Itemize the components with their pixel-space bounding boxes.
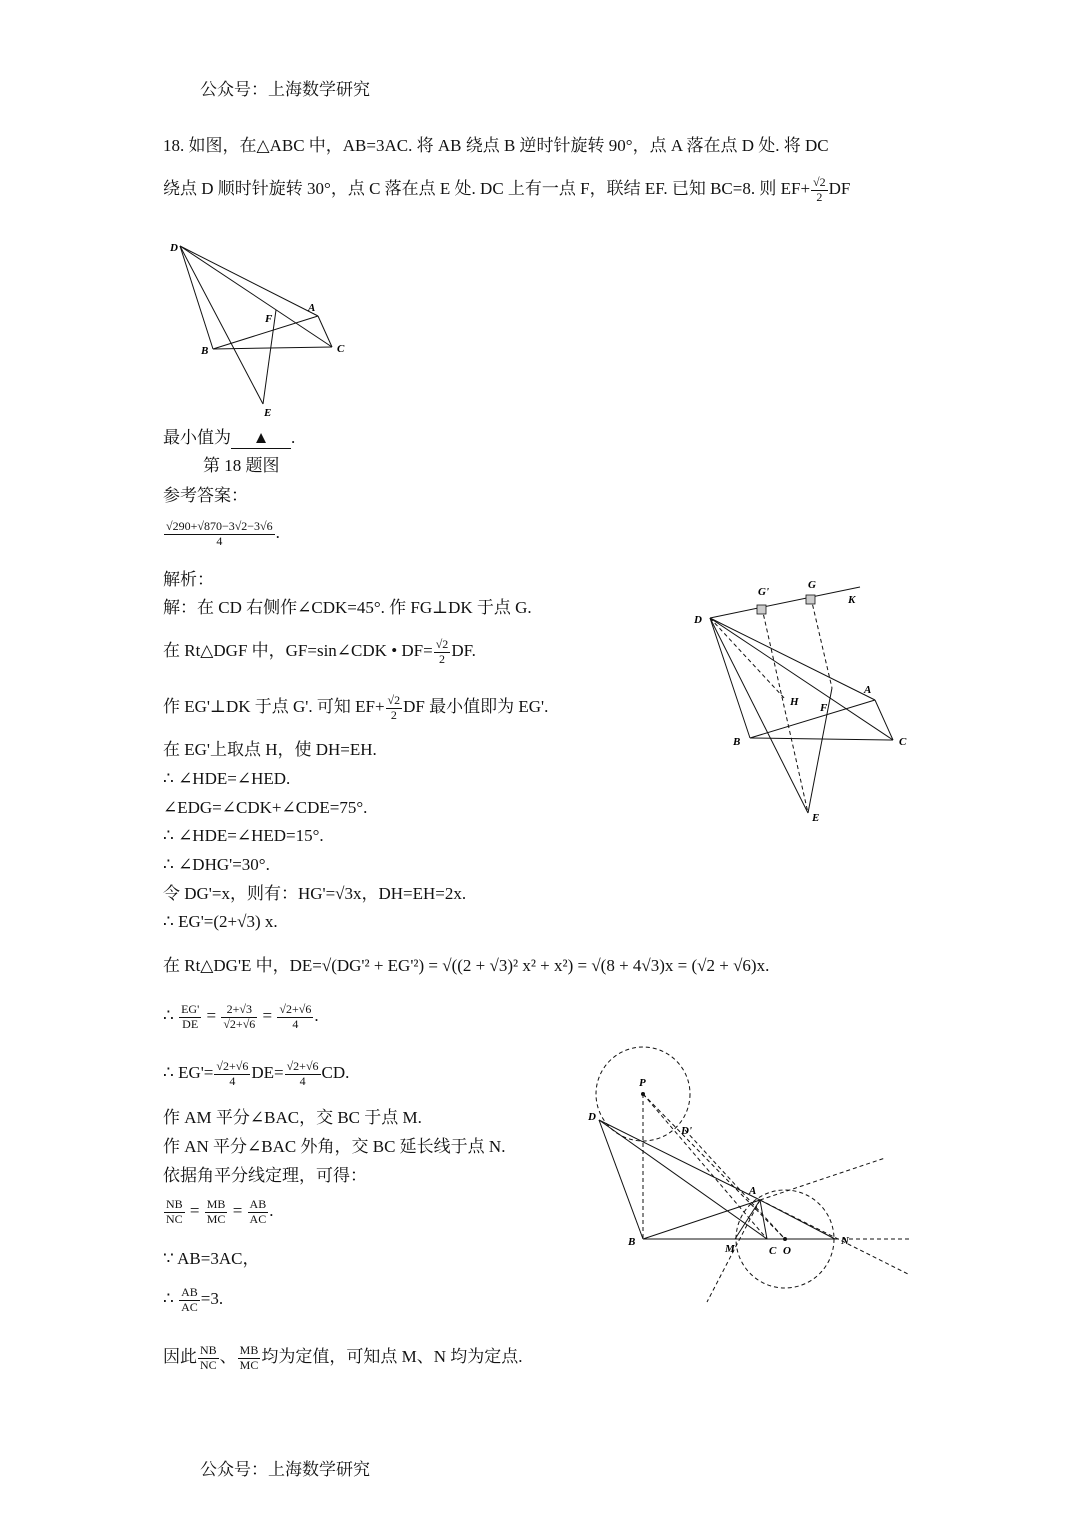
- step-3-num: √2: [387, 693, 401, 707]
- fig3-label-C: C: [769, 1245, 777, 1257]
- step-12-frac-2: [221, 1003, 257, 1032]
- fig2-edge-DE: [710, 618, 808, 813]
- figure-caption: 第 18 题图: [203, 456, 280, 475]
- solution-step-16: 依据角平分线定理，可得：: [163, 1166, 367, 1185]
- fig1-edge-BC: [213, 347, 332, 349]
- fig1-edge-DA: [180, 246, 318, 316]
- solution-step-11: 在 Rt△DG'E 中，DE=√(DG'² + EG'²) = √((2 + √3)² x² + x²) = √(8 + 4√3)x = (√2 + √6)x.: [163, 956, 770, 975]
- problem-fraction-den: 2: [816, 189, 823, 204]
- step-19-end: =3.: [200, 1289, 224, 1309]
- step-13-end: CD.: [321, 1063, 350, 1083]
- step-19-num: AB: [181, 1285, 198, 1299]
- step-12-f2-den: √2+√6: [223, 1016, 256, 1031]
- step-17-end: .: [269, 1201, 274, 1221]
- step-13-f2-num: √2+√6: [286, 1059, 319, 1073]
- step-3-den: 2: [390, 707, 397, 722]
- step-2-fraction: [434, 638, 451, 667]
- fig3-edge-DC: [599, 1120, 767, 1239]
- fig3-label-O: O: [783, 1245, 791, 1257]
- header-watermark: 公众号：上海数学研究: [200, 80, 370, 99]
- fig1-edge-DE: [180, 246, 263, 404]
- solution-step-15: 作 AN 平分∠BAC 外角，交 BC 延长线于点 N.: [163, 1137, 506, 1156]
- fig2-label-K: K: [848, 594, 856, 606]
- step-17-frac-1: [164, 1198, 185, 1227]
- step-19-den: AC: [181, 1299, 198, 1314]
- fig2-line-DK: [710, 587, 860, 618]
- fig2-label-B: B: [733, 736, 741, 748]
- fig1-edge-DC: [180, 246, 332, 347]
- step-2-end: DF.: [451, 641, 476, 661]
- problem-line-2-text: 绕点 D 顺时针旋转 30°，点 C 落在点 E 处. DC 上有一点 F，联结 EF. 已知 BC=8. 则 EF+: [163, 179, 811, 199]
- fig2-edge-DC: [710, 618, 893, 740]
- answer-den: 4: [216, 533, 223, 548]
- step-20-f1-den: NC: [200, 1357, 217, 1372]
- fig2-label-C: C: [899, 736, 907, 748]
- step-12-frac-3: [277, 1003, 313, 1032]
- fig3-label-D: D: [588, 1111, 596, 1123]
- answer-fraction: [164, 520, 275, 549]
- step-20-pre: 因此: [163, 1347, 197, 1367]
- fig2-edge-DA: [710, 618, 875, 700]
- step-3-end: DF 最小值即为 EG'.: [403, 697, 549, 717]
- step-3-text: 作 EG'⊥DK 于点 G'. 可知 EF+: [163, 697, 385, 717]
- step-2-text: 在 Rt△DGF 中，GF=sin∠CDK • DF=: [163, 641, 433, 661]
- solution-step-2: [163, 638, 476, 667]
- fig3-label-B: B: [628, 1236, 636, 1248]
- step-20-f1-num: NB: [200, 1343, 217, 1357]
- step-12-f3-den: 4: [292, 1016, 299, 1031]
- figure-solution-construction: [690, 575, 930, 830]
- solution-step-8: ∴ ∠DHG'=30°.: [163, 855, 270, 874]
- fig1-label-C: C: [337, 343, 345, 355]
- solution-step-7: ∴ ∠HDE=∠HED=15°.: [163, 826, 324, 845]
- answer-num: √290+√870−3√2−3√6: [166, 519, 273, 533]
- step-13-f1-num: √2+√6: [216, 1059, 249, 1073]
- step-13-frac-1: [214, 1060, 250, 1089]
- step-20-frac-1: [198, 1344, 219, 1373]
- fig3-edge-AN: [760, 1200, 835, 1239]
- step-12-f2-num: 2+√3: [221, 1003, 257, 1018]
- step-20-sep: 、: [219, 1347, 237, 1367]
- step-12-frac-1: [179, 1003, 201, 1032]
- problem-fraction: [811, 176, 828, 205]
- fig2-dashed-G1E: [762, 608, 808, 813]
- fig3-point-P: [641, 1092, 645, 1096]
- solution-step-10: ∴ EG'=(2+√3) x.: [163, 912, 278, 931]
- fig3-edge-DB: [599, 1120, 643, 1239]
- solution-step-5: ∴ ∠HDE=∠HED.: [163, 769, 291, 788]
- fig3-label-N: N: [841, 1235, 849, 1247]
- problem-line-2: [163, 176, 850, 205]
- fig2-right-angle-G1: [757, 605, 766, 614]
- step-13-f1-den: 4: [229, 1073, 236, 1088]
- problem-line-1: 18. 如图，在△ABC 中，AB=3AC. 将 AB 绕点 B 逆时针旋转 90°，点 A 落在点 D 处. 将 DC: [163, 136, 829, 155]
- fig2-label-G: G: [808, 579, 816, 591]
- fig3-label-M: M: [725, 1243, 735, 1255]
- step-19-fraction: [179, 1286, 200, 1315]
- fig2-edge-BA: [750, 700, 875, 738]
- fig2-edge-DB: [710, 618, 750, 738]
- step-17-frac-3: [248, 1198, 269, 1227]
- fig1-label-B: B: [201, 345, 209, 357]
- min-value-end: .: [291, 428, 296, 447]
- figure-apollonius-circle: [585, 1040, 915, 1315]
- fig3-label-A: A: [749, 1185, 757, 1197]
- fig1-label-A: A: [308, 302, 316, 314]
- fig3-dashed-AN-ext: [760, 1158, 885, 1200]
- fig1-label-F: F: [265, 313, 273, 325]
- solution-step-4: 在 EG'上取点 H，使 DH=EH.: [163, 740, 377, 759]
- fig2-label-D: D: [694, 614, 702, 626]
- answer-label: 参考答案：: [163, 486, 248, 505]
- step-17-frac-2: [205, 1198, 228, 1227]
- fig2-label-G1: G': [758, 586, 769, 598]
- fig2-label-F: F: [820, 702, 828, 714]
- step-19-therefore: ∴: [163, 1289, 174, 1309]
- step-13-text: ∴ EG'=: [163, 1063, 214, 1083]
- min-value-line: [163, 428, 295, 449]
- step-17-f1-den: NC: [166, 1211, 183, 1226]
- solution-step-6: ∠EDG=∠CDK+∠CDE=75°.: [163, 798, 368, 817]
- solution-step-12: ∴ $\frac{EG'}{DE}$ = $\frac{2+√3}{√2+√6}$ = $\frac{√2+√6}{4}$ .: [163, 1002, 319, 1031]
- answer-end: .: [275, 523, 280, 543]
- step-13-f2-den: 4: [299, 1073, 306, 1088]
- fig2-right-angle-G: [806, 595, 815, 604]
- fig2-label-H: H: [790, 696, 799, 708]
- solution-label: 解析：: [163, 570, 214, 589]
- fig3-dashed-D1O: [685, 1130, 785, 1239]
- solution-step-9: 令 DG'=x，则有：HG'=√3x，DH=EH=2x.: [163, 884, 467, 903]
- step-2-num: √2: [435, 637, 449, 651]
- step-17-f3-den: AC: [249, 1211, 267, 1226]
- step-20-f2-den: MC: [239, 1357, 259, 1372]
- step-12-f3-num: √2+√6: [279, 1002, 312, 1016]
- step-12-f1-den: DE: [182, 1016, 199, 1031]
- step-20-f2-num: MB: [239, 1343, 259, 1357]
- solution-step-1: 解：在 CD 右侧作∠CDK=45°. 作 FG⊥DK 于点 G.: [163, 598, 532, 617]
- step-17-f2-num: MB: [206, 1197, 226, 1211]
- step-12-end: .: [314, 1006, 319, 1026]
- fig3-edge-DA: [599, 1120, 760, 1200]
- solution-step-20: [163, 1344, 523, 1373]
- step-17-f3-num: AB: [249, 1197, 267, 1211]
- solution-step-18: ∵ AB=3AC，: [163, 1249, 260, 1268]
- step-17-f2-den: MC: [206, 1211, 226, 1226]
- footer-watermark: 公众号：上海数学研究: [200, 1460, 370, 1479]
- solution-step-19: [163, 1286, 223, 1315]
- answer-blank: ▲: [231, 428, 291, 449]
- step-12-therefore: ∴: [163, 1006, 174, 1026]
- step-12-f1-num: EG': [181, 1002, 200, 1016]
- fig3-label-D1: D': [681, 1125, 692, 1137]
- solution-step-3: [163, 694, 548, 723]
- fig2-label-A: A: [864, 684, 872, 696]
- fig3-point-O: [783, 1237, 787, 1241]
- fig2-label-E: E: [812, 812, 820, 824]
- fig2-dashed-GF: [811, 598, 832, 688]
- solution-step-13: [163, 1060, 349, 1089]
- solution-step-17: $\frac{NB}{NC}$ = $\frac{MB}{MC}$ = $\frac{AB}{AC}$ .: [166, 1197, 274, 1226]
- figure-problem-18: [160, 236, 360, 426]
- fig1-edge-DB: [180, 246, 213, 349]
- min-value-label: 最小值为: [163, 428, 231, 447]
- fig2-dashed-DH: [710, 618, 786, 700]
- problem-fraction-num: √2: [813, 175, 826, 189]
- step-13-frac-2: [285, 1060, 321, 1089]
- fig1-label-E: E: [264, 407, 272, 419]
- fig1-label-D: D: [170, 242, 178, 254]
- problem-line-2-end: DF: [828, 179, 851, 199]
- step-20-frac-2: [238, 1344, 261, 1373]
- step-17-f1-num: NB: [166, 1197, 183, 1211]
- step-3-fraction: [386, 694, 403, 723]
- step-2-den: 2: [439, 651, 446, 666]
- solution-step-14: 作 AM 平分∠BAC，交 BC 于点 M.: [163, 1108, 422, 1127]
- fig3-label-P: P: [639, 1077, 646, 1089]
- answer-value: [163, 520, 280, 549]
- step-20-end: 均为定值，可知点 M、N 均为定点.: [261, 1347, 523, 1367]
- step-13-mid: DE=: [251, 1063, 284, 1083]
